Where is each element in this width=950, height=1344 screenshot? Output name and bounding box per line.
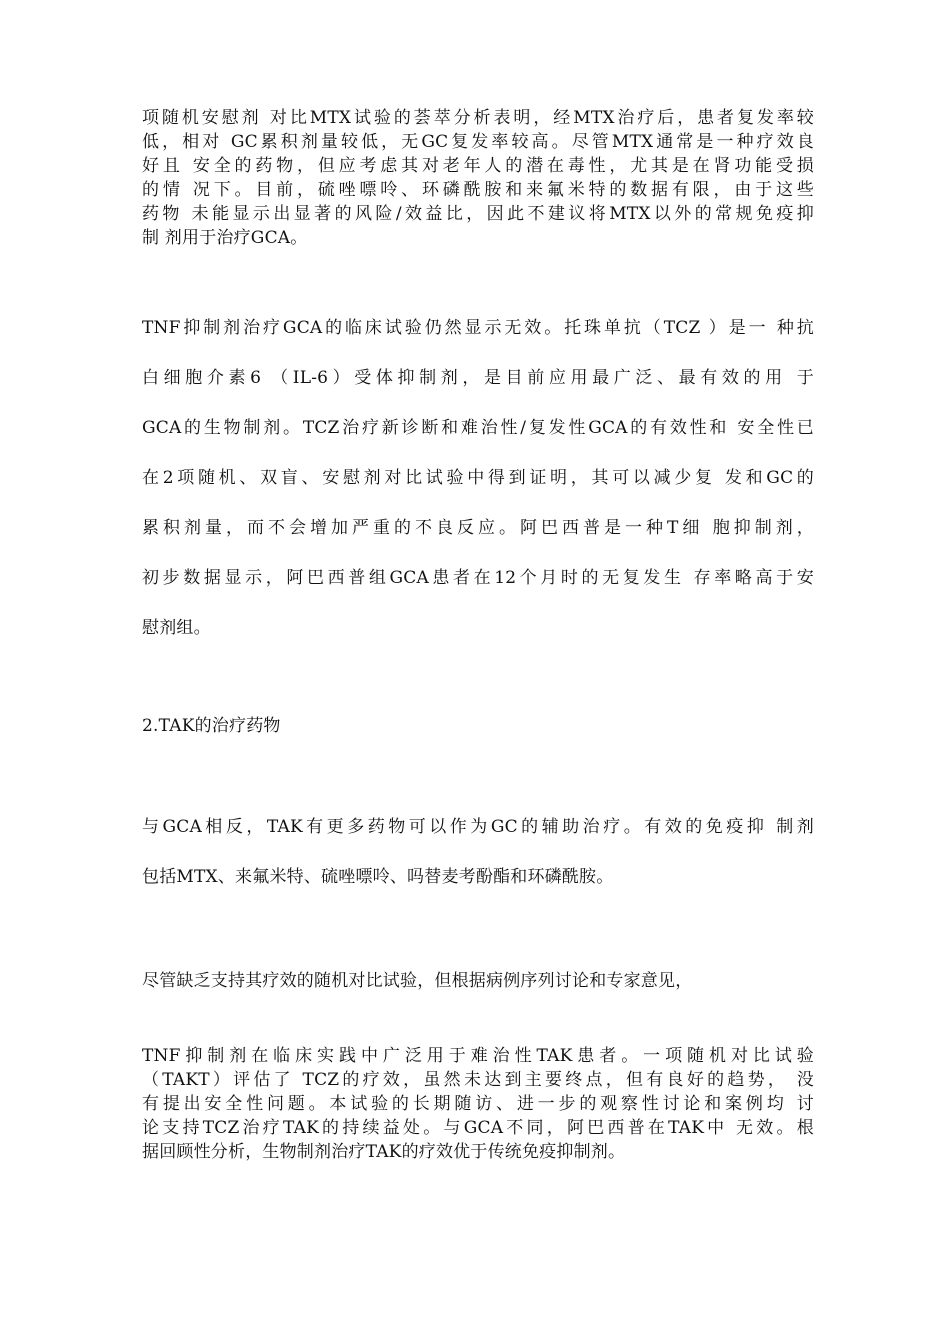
paragraph-1-line-5: 药物 未能显示出显著的风险/效益比，因此不建议将MTX以外的常规免疫抑 bbox=[142, 204, 814, 224]
paragraph-2-line-3: GCA的生物制剂。TCZ治疗新诊断和难治性/复发性GCA的有效性和 安全性已 bbox=[142, 418, 814, 438]
paragraph-3-line-2: 包括MTX、来氟米特、硫唑嘌呤、吗替麦考酚酯和环磷酰胺。 bbox=[142, 867, 614, 887]
paragraph-3-line-1: 与GCA相反，TAK有更多药物可以作为GC的辅助治疗。有效的免疫抑 制剂 bbox=[142, 817, 814, 837]
paragraph-5-line-2: （TAKT）评估了 TCZ的疗效，虽然未达到主要终点，但有良好的趋势， 没 bbox=[142, 1070, 814, 1090]
paragraph-2-line-4: 在2项随机、双盲、安慰剂对比试验中得到证明，其可以减少复 发和GC的 bbox=[142, 468, 814, 488]
paragraph-1-line-3: 好且 安全的药物，但应考虑其对老年人的潜在毒性，尤其是在肾功能受损 bbox=[142, 156, 814, 176]
paragraph-1-line-6: 制 剂用于治疗GCA。 bbox=[142, 228, 308, 248]
paragraph-2-line-7: 慰剂组。 bbox=[142, 618, 211, 638]
paragraph-5-line-4: 论支持TCZ治疗TAK的持续益处。与GCA不同，阿巴西普在TAK中 无效。根 bbox=[142, 1118, 814, 1138]
paragraph-5-line-1: TNF抑制剂在临床实践中广泛用于难治性TAK患者。一项随机对比试验 bbox=[142, 1046, 814, 1066]
paragraph-2-line-1: TNF抑制剂治疗GCA的临床试验仍然显示无效。托珠单抗（TCZ ）是一 种抗 bbox=[142, 318, 814, 338]
paragraph-1-line-1: 项随机安慰剂 对比MTX试验的荟萃分析表明，经MTX治疗后，患者复发率较 bbox=[142, 108, 814, 128]
paragraph-1-line-4: 的情 况下。目前，硫唑嘌呤、环磷酰胺和来氟米特的数据有限，由于这些 bbox=[142, 180, 814, 200]
section-heading: 2.TAK的治疗药物 bbox=[142, 716, 281, 736]
paragraph-2-line-5: 累积剂量，而不会增加严重的不良反应。阿巴西普是一种T细 胞抑制剂， bbox=[142, 518, 814, 538]
paragraph-5-line-5: 据回顾性分析，生物制剂治疗TAK的疗效优于传统免疫抑制剂。 bbox=[142, 1142, 626, 1162]
paragraph-5-line-3: 有提出安全性问题。本试验的长期随访、进一步的观察性讨论和案例均 讨 bbox=[142, 1094, 814, 1114]
paragraph-1-line-2: 低，相对 GC累积剂量较低，无GC复发率较高。尽管MTX通常是一种疗效良 bbox=[142, 132, 814, 152]
paragraph-2-line-6: 初步数据显示，阿巴西普组GCA患者在12个月时的无复发生 存率略高于安 bbox=[142, 568, 814, 588]
paragraph-4-line-1: 尽管缺乏支持其疗效的随机对比试验，但根据病例序列讨论和专家意见， bbox=[142, 971, 693, 991]
paragraph-2-line-2: 白细胞介素6 （IL-6）受体抑制剂，是目前应用最广泛、最有效的用 于 bbox=[142, 368, 814, 388]
